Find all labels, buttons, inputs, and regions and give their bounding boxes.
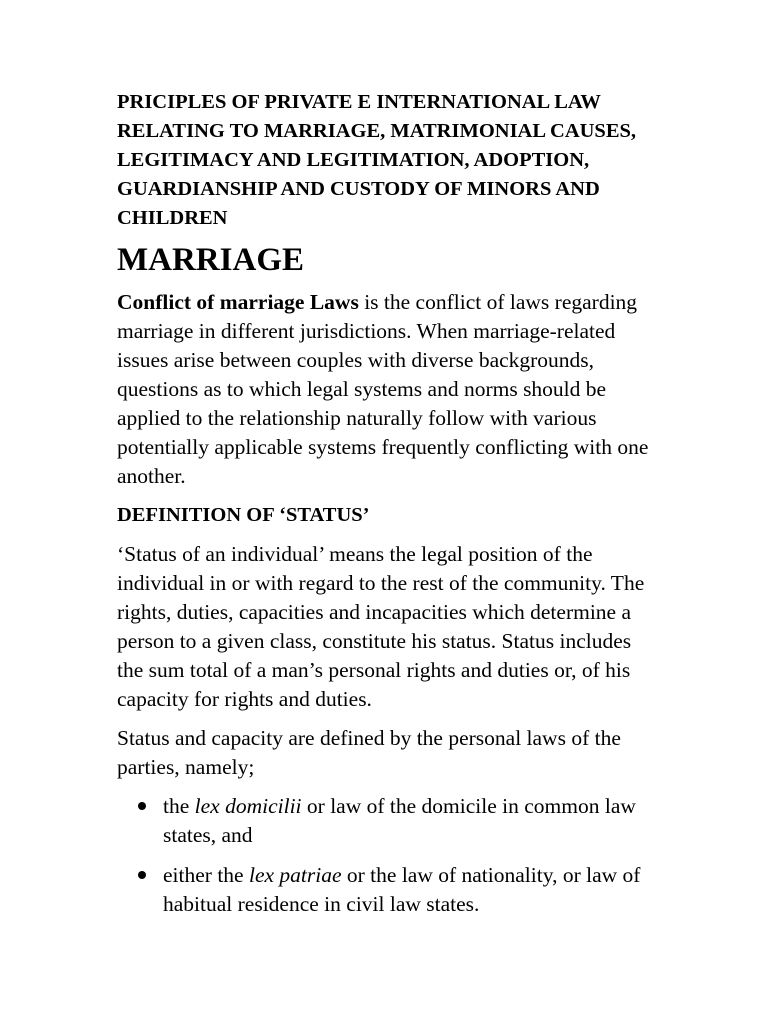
intro-term: Conflict of marriage Laws	[117, 290, 359, 314]
capacity-paragraph: Status and capacity are defined by the personal laws of the parties, namely;	[117, 726, 621, 779]
list-item	[117, 792, 662, 850]
list-item	[117, 861, 662, 919]
bullet-dot-icon	[138, 871, 146, 879]
list-item-before: the	[163, 794, 195, 818]
definition-paragraph: ‘Status of an individual’ means the legal position of the individual in or with regard to the rest of the community. The rights, duties, capacities and incapacities which determine a person to a given class, constitute his status. Status includes the sum total of a man’s personal rights and duties or, of his capacity for rights and duties.	[117, 542, 645, 711]
definition-heading: DEFINITION OF ‘STATUS’	[117, 504, 370, 526]
section-heading-marriage: MARRIAGE	[117, 242, 304, 278]
document-page	[117, 88, 662, 930]
document-title: PRICIPLES OF PRIVATE E INTERNATIONAL LAW RELATING TO MARRIAGE, MATRIMONIAL CAUSES, LEGITIMACY AND LEGITIMATION, ADOPTION, GUARDIANSHIP AND CUSTODY OF MINORS AND CHILDREN	[117, 91, 637, 229]
intro-text: is the conflict of laws regarding marriage in different jurisdictions. When marriage-related issues arise between couples with diverse backgrounds, questions as to which legal systems and norms should be applied to the relationship naturally follow with various potentially applicable systems frequently conflicting with one another.	[117, 290, 649, 488]
personal-laws-list	[117, 792, 662, 919]
bullet-dot-icon	[138, 802, 146, 810]
list-item-after: or the law of nationality, or law of habitual residence in civil law states.	[163, 863, 641, 916]
list-item-before: either the	[163, 863, 249, 887]
list-item-latin-term: lex patriae	[248, 863, 342, 887]
list-item-after: or law of the domicile in common law states, and	[163, 794, 636, 847]
list-item-latin-term: lex domicilii	[194, 794, 302, 818]
intro-paragraph	[117, 288, 662, 491]
